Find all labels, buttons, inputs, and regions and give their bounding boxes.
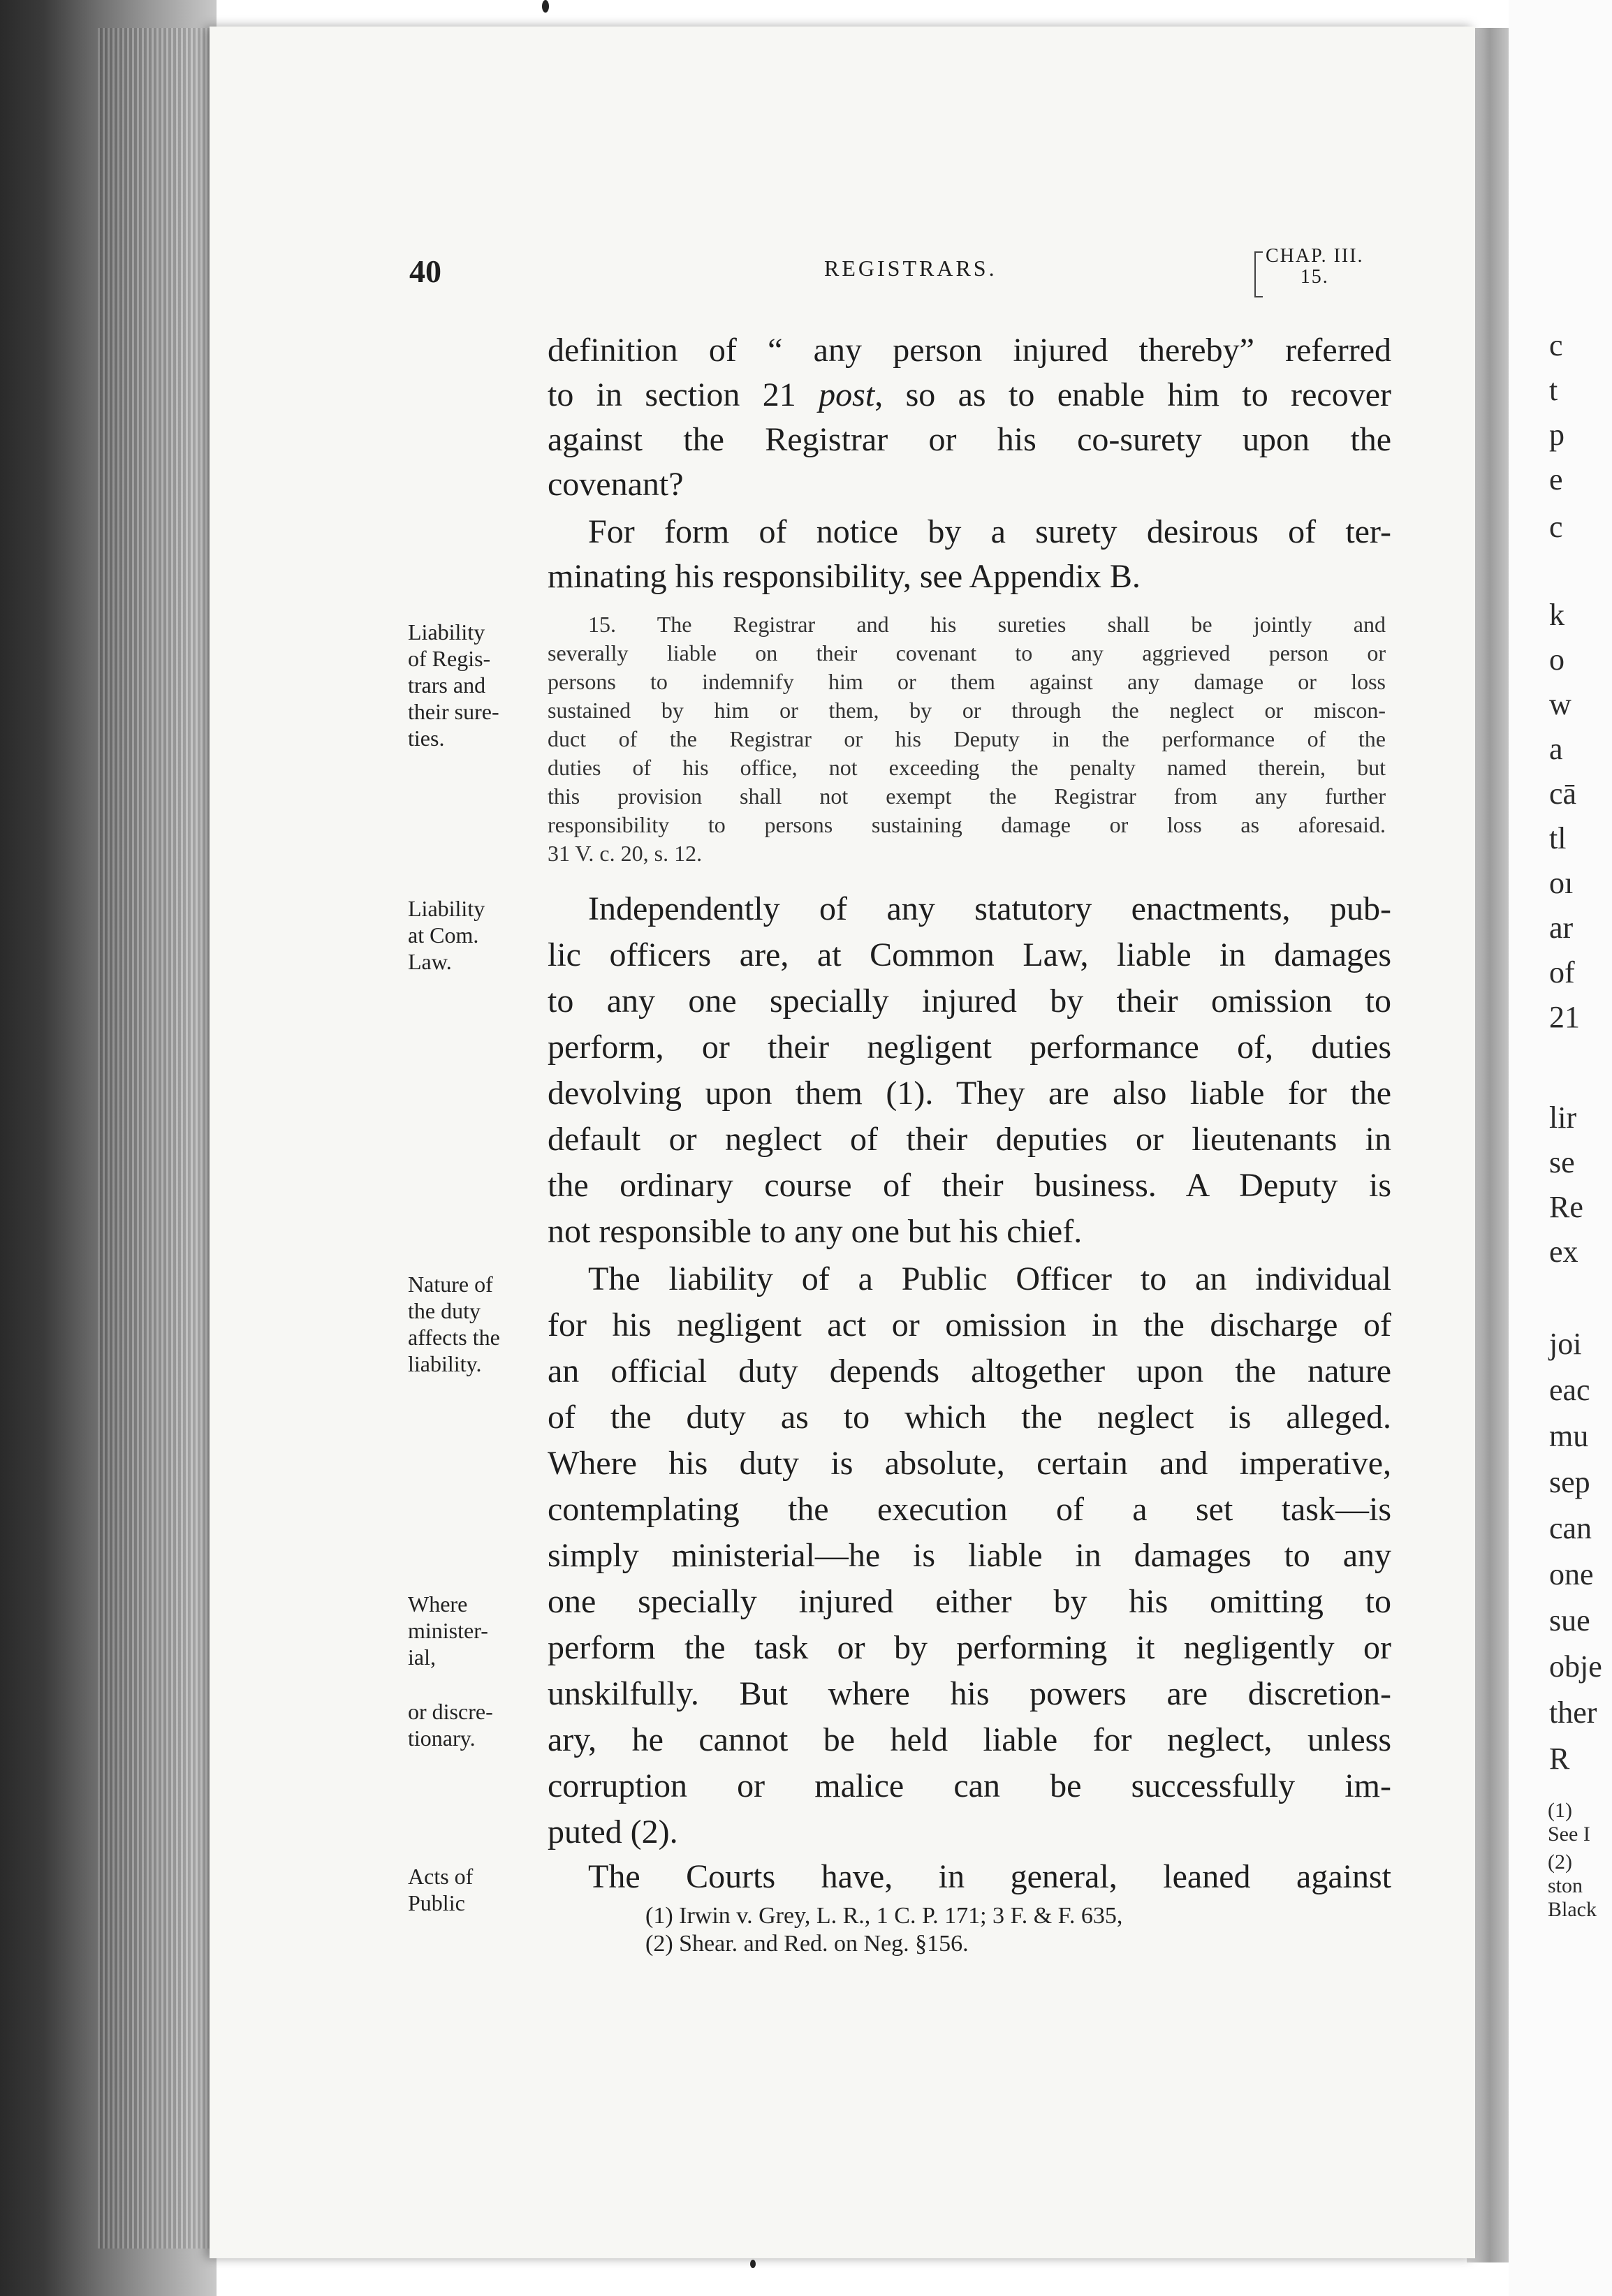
facing-page-text: 21 [1549,1000,1580,1034]
body-line: lic officers are, at Common Law, liable in damages [548,936,1391,973]
margin-note-liability-registrars [408,619,548,751]
facing-page-text: c [1549,328,1563,362]
margin-note-line: Where [408,1591,468,1617]
facing-page-text: Black [1548,1898,1597,1921]
body-line: to any one specially injured by their omission to [548,983,1391,1020]
statute-citation: 31 V. c. 20, s. 12. [548,841,703,866]
facing-page-text: See I [1548,1823,1590,1846]
facing-page-text: t [1549,373,1558,407]
facing-page-text: can [1549,1511,1592,1545]
margin-note-line: the duty [408,1298,481,1323]
body-line: perform the task or by performing it negligently or [548,1629,1391,1666]
body-line: devolving upon them (1). They are also liable for the [548,1075,1391,1112]
footnote: (2) Shear. and Red. on Neg. §156. [645,1931,969,1957]
scan-speck [542,0,549,13]
margin-note-line: Law. [408,949,452,974]
body-line: minating his responsibility, see Appendix B. [548,558,1141,595]
scan-speck [750,2260,756,2268]
statute-line: duct of the Registrar or his Deputy in the performance of the [548,726,1386,751]
margin-note-line: their sure- [408,699,499,724]
facing-page-text: objе [1549,1649,1602,1684]
facing-page-text: one [1549,1557,1594,1591]
facing-page-text: mu [1549,1419,1589,1453]
facing-page-text: se [1549,1145,1575,1179]
statute-line: responsibility to persons sustaining damage or loss as aforesaid. [548,812,1386,837]
facing-page-fragment [1509,0,1612,2296]
body-line: unskilfully. But where his powers are discretion- [548,1675,1391,1712]
facing-page-text: (2) [1548,1850,1572,1874]
statute-line: 15. The Registrar and his sureties shall be jointly and [588,612,1386,637]
statute-line: duties of his office, not exceeding the penalty named therein, but [548,755,1386,780]
margin-note-line: of Regis- [408,646,491,671]
statute-line: severally liable on their covenant to any aggrieved person or [548,640,1386,665]
body-line: ary, he cannot be held liable for neglect, unless [548,1721,1391,1758]
facing-page-text: e [1549,462,1563,496]
footnote: (1) Irwin v. Grey, L. R., 1 C. P. 171; 3 F. & F. 635, [645,1903,1123,1929]
margin-note-line: affects the [408,1325,500,1350]
margin-note-line: Acts of [408,1864,474,1889]
chapter-label: CHAP. III. [1266,245,1364,267]
facing-page-text: lir [1549,1101,1577,1135]
margin-note-line: Public [408,1890,465,1915]
margin-note-acts-of-public [408,1863,548,1916]
facing-page-text: R [1549,1742,1570,1776]
body-line: not responsible to any one but his chief. [548,1213,1083,1250]
margin-note-line: or discre- [408,1699,493,1724]
chapter-bracket [1254,251,1263,297]
margin-note-line: liability. [408,1351,482,1376]
body-line: covenant? [548,466,684,503]
facing-page-text: sue [1549,1603,1590,1638]
body-line: corruption or malice can be successfully im- [548,1767,1391,1804]
body-line: puted (2). [548,1813,678,1850]
statute-line: persons to indemnify him or them against any damage or loss [548,669,1386,694]
margin-note-line: ial, [408,1644,436,1670]
page-number: 40 [409,253,441,289]
facing-page-text: o [1549,642,1565,677]
body-line: The Courts have, in general, leaned against [588,1858,1391,1895]
margin-note-line: Nature of [408,1272,493,1297]
facing-page-text: a [1549,732,1563,766]
body-line: to in section 21 post, so as to enable him to recover [548,376,1392,413]
facing-page-text: ar [1549,911,1574,945]
facing-page-text: cā [1549,777,1577,811]
facing-page-text: tl [1549,821,1567,855]
page-stack-texture [98,28,210,2249]
facing-page-text: k [1549,598,1565,632]
body-line: Independently of any statutory enactments, pub- [588,890,1391,927]
margin-note-line: trars and [408,672,486,698]
facing-page-text: eaс [1549,1373,1590,1407]
facing-page-text: ston [1548,1874,1583,1897]
body-line: an official duty depends altogether upon the nature [548,1353,1391,1390]
margin-note-where-ministerial [408,1591,548,1670]
facing-page-text: p [1549,418,1565,452]
body-line: one specially injured either by his omitting to [548,1583,1391,1620]
chapter-reference [1266,246,1364,288]
margin-note-nature-of-duty [408,1271,548,1377]
running-title: REGISTRARS. [824,256,997,281]
body-line: of the duty as to which the neglect is alleged. [548,1399,1391,1436]
facing-page-text: of [1549,955,1575,989]
facing-page-text: sep [1549,1465,1590,1499]
body-line: definition of “ any person injured thereby” referred [548,332,1391,369]
section-label: 15. [1300,266,1329,288]
body-line: For form of notice by a surety desirous of ter- [588,513,1391,550]
margin-note-line: Liability [408,619,485,645]
body-line: contemplating the execution of a set task—is [548,1491,1391,1528]
margin-note-liability-common-law [408,895,548,975]
margin-note-line: Liability [408,896,485,921]
body-line: against the Registrar or his co-surety upon the [548,421,1391,458]
body-line: The liability of a Public Officer to an individual [588,1260,1391,1297]
facing-page-text: (1) [1548,1799,1572,1822]
margin-note-line: minister- [408,1618,488,1643]
statute-line: sustained by him or them, by or through the neglect or miscon- [548,698,1386,723]
body-line: simply ministerial—he is liable in damages to any [548,1537,1391,1574]
facing-page-text: ex [1549,1235,1578,1269]
margin-note-or-discretionary [408,1698,548,1751]
body-line: for his negligent act or omission in the discharge of [548,1307,1391,1344]
body-line: default or neglect of their deputies or lieutenants in [548,1121,1391,1158]
facing-page-text: oı [1549,866,1574,900]
body-line: Where his duty is absolute, certain and imperative, [548,1445,1391,1482]
margin-note-line: at Com. [408,922,479,948]
statute-line: this provision shall not exempt the Registrar from any further [548,783,1386,809]
facing-page-text: c [1549,510,1563,544]
facing-page-text: w [1549,687,1571,721]
facing-page-text: ther [1549,1695,1597,1730]
margin-note-line: ties. [408,726,445,751]
margin-note-line: tionary. [408,1725,476,1751]
body-line: perform, or their negligent performance of, duties [548,1029,1391,1066]
facing-page-text: joi [1549,1327,1582,1361]
facing-page-text: Re [1549,1190,1583,1224]
body-line: the ordinary course of their business. A Deputy is [548,1167,1391,1204]
